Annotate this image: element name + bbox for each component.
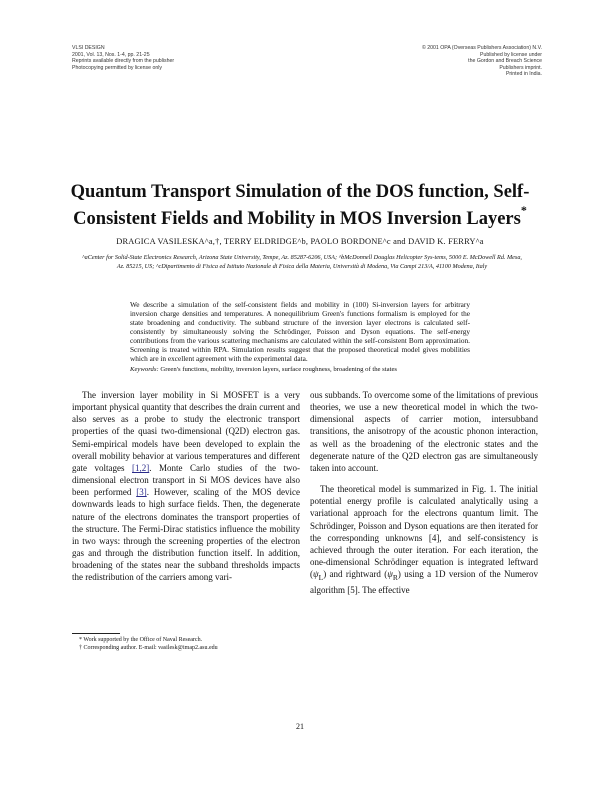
header-line: VLSI DESIGN: [72, 45, 105, 51]
header-line: Photocopying permitted by license only: [72, 64, 162, 71]
body-column-right: [310, 389, 538, 596]
keywords: [130, 366, 475, 373]
paragraph: [310, 483, 538, 596]
header-line: Reprints available directly from the publisher: [72, 58, 175, 65]
paragraph-text: . Monte Carlo studies of the two-dimensional electron transport in Si MOS devices have also been performed: [72, 462, 301, 498]
paragraph-text: ) using a 1D version of the Numerov algorithm [5]. The effective: [310, 569, 538, 596]
math-subscript: R: [392, 572, 398, 582]
footnote: * Work supported by the Office of Naval Research.: [79, 637, 203, 643]
paragraph: ous subbands. To overcome some of the limitations of previous theories, we use a new theoretical model in which the two-dimensional aspects of carrier motion, intersubband transitions, the anisotropy of the acoustic phonon interaction, as well as the broadening of the electronic states and the degenerate nature of the Q2D electron gas are simultaneously taken into account.: [310, 390, 538, 473]
paper-title: [62, 182, 538, 230]
keywords-label: Keywords:: [130, 366, 159, 373]
abstract: We describe a simulation of the self-consistent fields and mobility in (100) Si-inversion layers for arbitrary inversion charge densities and temperatures. A nonequilibrium Green's functions formalism is employed for the state broadening and conductivity. The subband structure of the inversion layer electrons is calculated self-consistently by simultaneously solving the Schrödinger, Poisson and Dyson equations. The self-energy contributions from the various scattering mechanisms are calculated within the self-consistent Born approximation. Screening is treated within RPA. Simulation results suggest that the proposed theoretical model gives mobilities which are in excellent agreement with the experimental data.: [130, 300, 470, 363]
journal-header-left: [72, 45, 232, 71]
math-symbol: ψ: [313, 569, 319, 580]
header-line: © 2001 OPA (Overseas Publishers Association) N.V.: [421, 45, 542, 51]
citation-link[interactable]: [3]: [136, 487, 147, 498]
title-footnote-marker: *: [520, 203, 527, 217]
paper-title-text: Quantum Transport Simulation of the DOS function, Self-Consistent Fields and Mobility in MOS Inversion Layers: [70, 182, 530, 230]
header-line: 2001, Vol. 13, Nos. 1-4, pp. 21-25: [72, 51, 150, 58]
paragraph: [72, 389, 300, 584]
paragraph-text: The theoretical model is summarized in Fig. 1. The initial potential energy profile is calculated analytically using a variational approach for the electrons quantum limit. The Schrödinger, Poisson and Dyson equations are then iterated for the corresponding unknowns [4], and self-consistency is achieved through the outer iteration. For each iteration, the one-dimensional Schrödinger equation is integrated leftward (: [310, 484, 538, 580]
paragraph-text: . However, scaling of the MOS device downwards leads to high surface fields. Then, the degenerate nature of the electrons dominates the transport properties of the structure. The Fermi-Dirac statistics influence the mobility in two ways: through the screening properties of the electron gas and through the distribution function itself. In addition, broadening of the states near the subband thresholds impacts the redistribution of the carriers among vari-: [72, 487, 300, 583]
citation-link[interactable]: [1,2]: [132, 462, 150, 473]
paragraph-text: The inversion layer mobility in Si MOSFET is a very important physical quantity that describes the drain current and also serves as a probe to study the electronic transport properties of the quasi two-dimensional (Q2D) electron gas. Semi-empirical models have been developed to explain the overall mobility behavior at various temperatures and different gate voltages: [72, 390, 300, 473]
paragraph-text: ) and rightward (: [323, 569, 388, 580]
header-line: the Gordon and Breach Science: [468, 58, 542, 65]
footnote-rule: [72, 633, 120, 634]
math-subscript: L: [318, 572, 324, 582]
header-line: Publishers imprint.: [499, 64, 542, 71]
footnote: † Corresponding author. E-mail: vasilesk@imap2.asu.edu: [79, 645, 218, 651]
paragraph-gap: [310, 474, 538, 483]
math-symbol: ψ: [387, 569, 393, 580]
affiliations: ^aCenter for Solid-State Electronics Research, Arizona State University, Tempe, Az. 85287-6206, USA; ^bMcDonnell Douglas Helicopter Sys-tems, 5000 E. McDowell Rd. Mesa, Az. 85215, US; ^cDipartimento di Fisica ed Istituto Nazionale di Fisica della Materia, Università di Modena, Via Campi 213/A, 41100 Modena, Italy: [82, 254, 522, 271]
author-list: DRAGICA VASILESKA^a,†, TERRY ELDRIDGE^b, PAOLO BORDONE^c and DAVID K. FERRY^a: [116, 237, 484, 246]
body-column-left: [72, 389, 300, 584]
journal-header-right: [420, 45, 542, 78]
header-line: Printed in India.: [505, 71, 542, 78]
keywords-text: Green's functions, mobility, inversion layers, surface roughness, broadening of the states: [160, 366, 398, 373]
header-line: Published by license under: [479, 51, 542, 58]
page-number: 21: [296, 722, 304, 731]
